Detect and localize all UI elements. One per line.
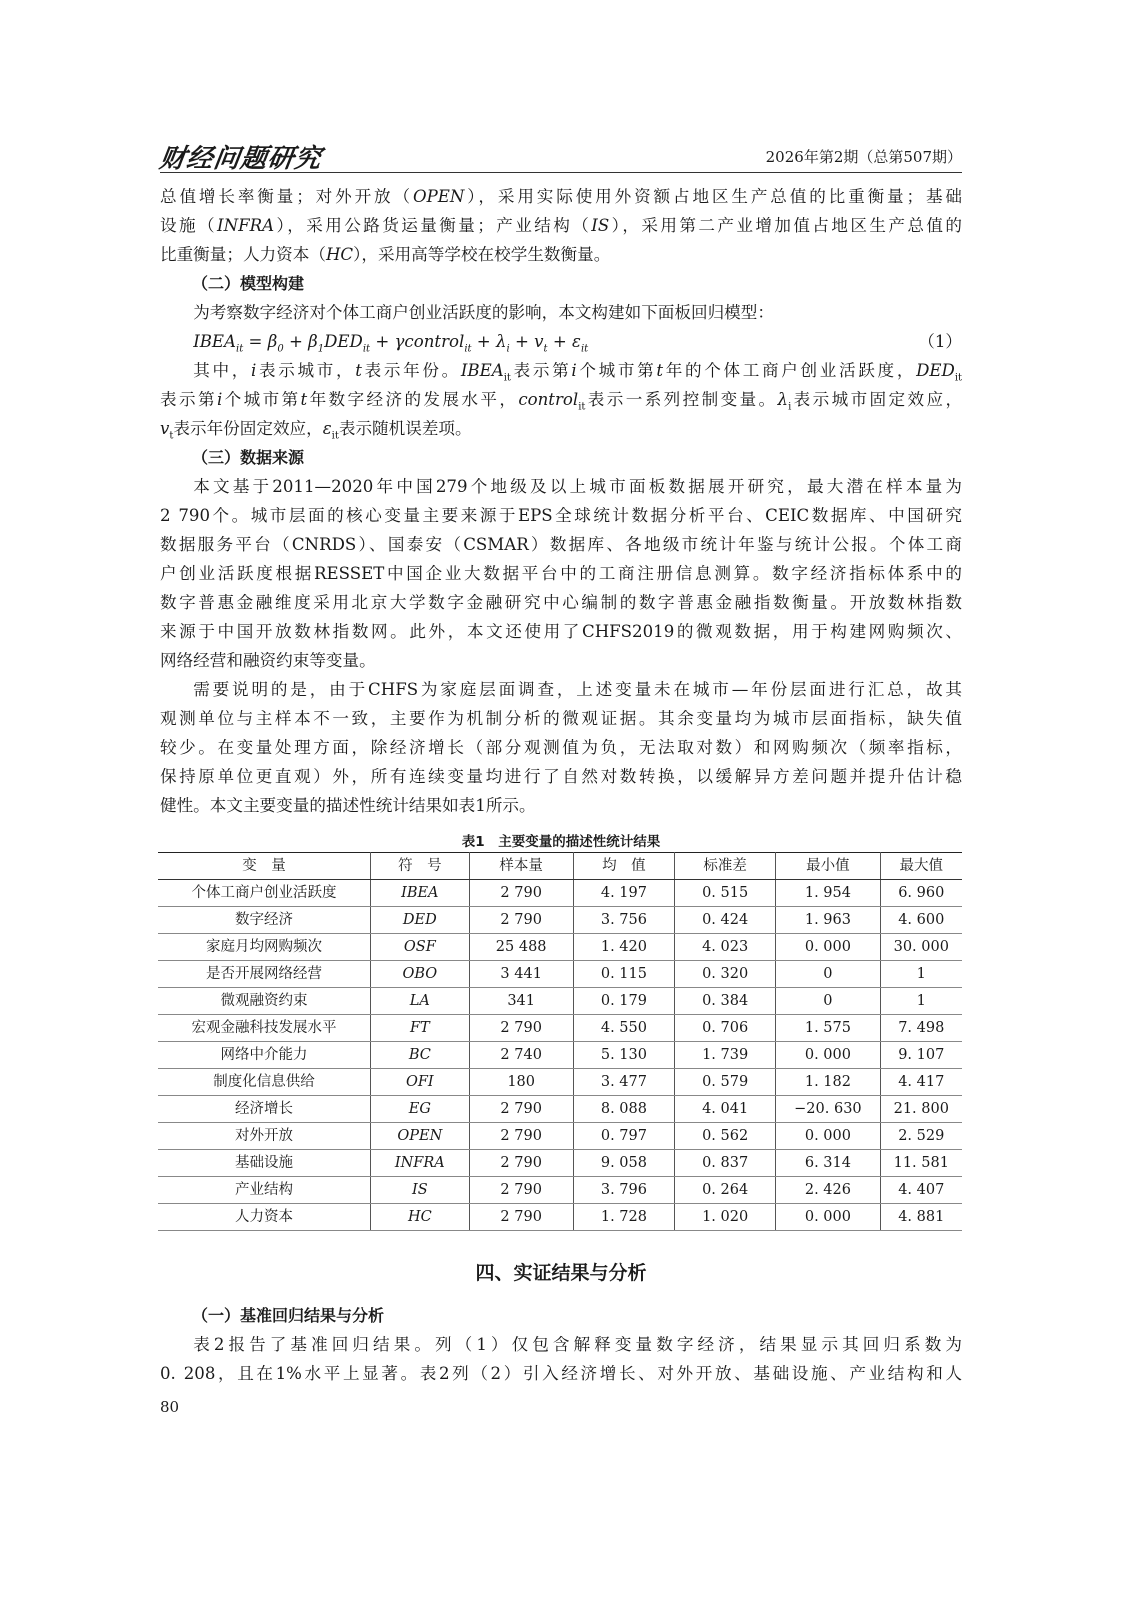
section-heading: 四、实证结果与分析 <box>475 1262 647 1284</box>
math-symbol: + γcontrol <box>370 332 465 351</box>
value-cell: 2 790 <box>469 880 573 907</box>
text-line: 需要说明的是，由于CHFS为家庭层面调查，上述变量未在城市—年份层面进行汇总，故其 <box>193 680 962 699</box>
paragraph-model-explain <box>160 356 962 443</box>
value-cell: 1. 954 <box>776 880 880 907</box>
math-symbol: + ε <box>547 332 581 351</box>
math-symbol: INFRA <box>217 216 275 235</box>
text-line: 表2报告了基准回归结果。列（1）仅包含解释变量数字经济，结果显示其回归系数为 <box>193 1335 962 1354</box>
column-header: 最大值 <box>880 853 962 880</box>
table-row <box>158 1015 962 1042</box>
subheading-data: （三）数据来源 <box>192 448 305 467</box>
value-cell: 4. 041 <box>675 1096 776 1123</box>
descriptive-stats-table <box>158 852 962 1231</box>
subscript: i <box>788 401 792 413</box>
math-symbol: IBEA <box>460 361 504 380</box>
column-header: 最小值 <box>776 853 880 880</box>
math-symbol: i <box>571 361 577 380</box>
variable-name-cell: 对外开放 <box>158 1123 371 1150</box>
text-line: 网络经营和融资约束等变量。 <box>160 651 376 670</box>
math-symbol: HC <box>325 245 354 264</box>
variable-name-cell: 制度化信息供给 <box>158 1069 371 1096</box>
table-row <box>158 1096 962 1123</box>
value-cell: 341 <box>469 988 573 1015</box>
paragraph-data-source <box>160 472 962 675</box>
symbol-cell: EG <box>371 1096 470 1123</box>
subscript: it <box>580 343 589 355</box>
value-cell: 1. 020 <box>675 1204 776 1231</box>
value-cell: 4. 881 <box>880 1204 962 1231</box>
page-number: 80 <box>160 1398 180 1416</box>
value-cell: 2 790 <box>469 1204 573 1231</box>
value-cell: 0. 000 <box>776 934 880 961</box>
math-symbol: control <box>518 390 579 409</box>
value-cell: 2 790 <box>469 1096 573 1123</box>
column-header: 变 量 <box>158 853 371 880</box>
symbol-cell: OFI <box>371 1069 470 1096</box>
value-cell: 2 790 <box>469 1177 573 1204</box>
variable-name-cell: 产业结构 <box>158 1177 371 1204</box>
table-header-row <box>158 853 962 880</box>
journal-logo: 财经问题研究 <box>157 144 324 174</box>
value-cell: 0 <box>776 988 880 1015</box>
column-header: 标准差 <box>675 853 776 880</box>
text-line: 来源于中国开放数林指数网。此外，本文还使用了CHFS2019的微观数据，用于构建网购频次、 <box>160 622 962 641</box>
value-cell: 1. 182 <box>776 1069 880 1096</box>
value-cell: 11. 581 <box>880 1150 962 1177</box>
value-cell: 8. 088 <box>573 1096 674 1123</box>
table-row <box>158 1204 962 1231</box>
value-cell: 2 790 <box>469 907 573 934</box>
value-cell: 0. 115 <box>573 961 674 988</box>
running-header <box>157 138 962 174</box>
value-cell: 4. 023 <box>675 934 776 961</box>
value-cell: 2. 529 <box>880 1123 962 1150</box>
symbol-cell: IBEA <box>371 880 470 907</box>
text-line: 观测单位与主样本不一致，主要作为机制分析的微观证据。其余变量均为城市层面指标，缺失值 <box>160 709 962 728</box>
value-cell: 4. 197 <box>573 880 674 907</box>
equation-number: （1） <box>918 332 962 351</box>
table-row <box>158 934 962 961</box>
subscript: it <box>331 430 339 442</box>
equation-1 <box>160 327 962 356</box>
value-cell: 4. 417 <box>880 1069 962 1096</box>
value-cell: 6. 314 <box>776 1150 880 1177</box>
text-line: 总值增长率衡量；对外开放（OPEN），采用实际使用外资额占地区生产总值的比重衡量；基础 <box>160 187 963 206</box>
value-cell: 1. 963 <box>776 907 880 934</box>
text-line: 为考察数字经济对个体工商户创业活跃度的影响，本文构建如下面板回归模型： <box>193 303 774 322</box>
table-row <box>158 1177 962 1204</box>
value-cell: 0 <box>776 961 880 988</box>
math-symbol: DED <box>324 332 363 351</box>
table-row <box>158 880 962 907</box>
equation-body <box>193 332 589 355</box>
value-cell: 2 790 <box>469 1015 573 1042</box>
text-line: 健性。本文主要变量的描述性统计结果如表1所示。 <box>160 796 536 815</box>
symbol-cell: INFRA <box>371 1150 470 1177</box>
value-cell: 1. 420 <box>573 934 674 961</box>
paragraph-baseline <box>160 1330 962 1388</box>
text-line: 0. 208，且在1%水平上显著。表2列（2）引入经济增长、对外开放、基础设施、产业结构和人 <box>160 1364 962 1383</box>
math-symbol: DED <box>916 361 955 380</box>
symbol-cell: BC <box>371 1042 470 1069</box>
table-row <box>158 907 962 934</box>
table-row <box>158 988 962 1015</box>
variable-name-cell: 人力资本 <box>158 1204 371 1231</box>
math-symbol: IBEA <box>193 332 237 351</box>
text-line: $v_t$表示年份固定效应，$\varepsilon_{it}$表示随机误差项。 <box>160 419 472 442</box>
value-cell: 25 488 <box>469 934 573 961</box>
subscript: t <box>543 343 548 355</box>
math-symbol: i <box>216 390 223 409</box>
math-symbol: v <box>160 419 170 438</box>
subscript: it <box>362 343 371 355</box>
value-cell: 30. 000 <box>880 934 962 961</box>
text-line: 其中，i表示城市，t表示年份。$IBEA_{it}$表示第i个城市第t年的个体工商户创业活跃度，$DED_{it}$ <box>193 361 963 384</box>
text-line: 设施（INFRA），采用公路货运量衡量；产业结构（IS），采用第二产业增加值占地区生产总值的 <box>160 216 962 235</box>
value-cell: 2 790 <box>469 1123 573 1150</box>
text-line: 户创业活跃度根据RESSET中国企业大数据平台中的工商注册信息测算。数字经济指标体系中的 <box>160 564 962 583</box>
symbol-cell: FT <box>371 1015 470 1042</box>
variable-name-cell: 基础设施 <box>158 1150 371 1177</box>
value-cell: 21. 800 <box>880 1096 962 1123</box>
issue-info: 2026年第2期（总第507期） <box>765 148 962 166</box>
symbol-cell: DED <box>371 907 470 934</box>
subscript: 0 <box>277 343 284 355</box>
table-row <box>158 1069 962 1096</box>
math-symbol: OPEN <box>412 187 465 206</box>
math-symbol: i <box>250 361 257 380</box>
symbol-cell: IS <box>371 1177 470 1204</box>
value-cell: 0. 000 <box>776 1123 880 1150</box>
variable-name-cell: 宏观金融科技发展水平 <box>158 1015 371 1042</box>
text-line: 数字普惠金融维度采用北京大学数字金融研究中心编制的数字普惠金融指数衡量。开放数林指数 <box>160 593 962 612</box>
value-cell: −20. 630 <box>776 1096 880 1123</box>
text-line: 数据服务平台（CNRDS）、国泰安（CSMAR）数据库、各地级市统计年鉴与统计公报。个体工商 <box>160 535 962 554</box>
subheading-model: （二）模型构建 <box>192 274 305 293</box>
value-cell: 0. 000 <box>776 1204 880 1231</box>
value-cell: 3. 796 <box>573 1177 674 1204</box>
subscript: it <box>954 372 963 384</box>
symbol-cell: OBO <box>371 961 470 988</box>
column-header: 均 值 <box>573 853 674 880</box>
value-cell: 1 <box>880 988 962 1015</box>
value-cell: 5. 130 <box>573 1042 674 1069</box>
text-line: 表示第i个城市第t年数字经济的发展水平，control$_{it}$表示一系列控制变量。$\lambda_i$表示城市固定效应， <box>160 390 963 413</box>
value-cell: 6. 960 <box>880 880 962 907</box>
value-cell: 0. 424 <box>675 907 776 934</box>
value-cell: 4. 550 <box>573 1015 674 1042</box>
variable-name-cell: 是否开展网络经营 <box>158 961 371 988</box>
math-symbol: IS <box>591 216 610 235</box>
subscript: it <box>236 343 244 355</box>
variable-name-cell: 网络中介能力 <box>158 1042 371 1069</box>
value-cell: 0. 515 <box>675 880 776 907</box>
value-cell: 0. 000 <box>776 1042 880 1069</box>
symbol-cell: HC <box>371 1204 470 1231</box>
value-cell: 3. 756 <box>573 907 674 934</box>
paragraph-data-note <box>160 675 962 820</box>
value-cell: 2 790 <box>469 1150 573 1177</box>
value-cell: 0. 562 <box>675 1123 776 1150</box>
column-header: 符 号 <box>371 853 470 880</box>
value-cell: 0. 837 <box>675 1150 776 1177</box>
value-cell: 9. 058 <box>573 1150 674 1177</box>
value-cell: 0. 179 <box>573 988 674 1015</box>
value-cell: 0. 579 <box>675 1069 776 1096</box>
symbol-cell: LA <box>371 988 470 1015</box>
subscript: it <box>578 401 586 413</box>
table-caption: 表1 主要变量的描述性统计结果 <box>461 834 661 850</box>
column-header: 样本量 <box>469 853 573 880</box>
paragraph-model-intro <box>160 298 962 327</box>
table-row <box>158 1042 962 1069</box>
subscript: it <box>464 343 472 355</box>
value-cell: 2. 426 <box>776 1177 880 1204</box>
table-row <box>158 961 962 988</box>
table-row <box>158 1150 962 1177</box>
subheading-baseline: （一）基准回归结果与分析 <box>192 1306 385 1325</box>
text-line: 本文基于2011—2020年中国279个地级及以上城市面板数据展开研究，最大潜在样本量为 <box>193 477 962 496</box>
value-cell: 1 <box>880 961 962 988</box>
value-cell: 4. 407 <box>880 1177 962 1204</box>
math-symbol: t <box>300 390 308 409</box>
value-cell: 0. 264 <box>675 1177 776 1204</box>
value-cell: 3. 477 <box>573 1069 674 1096</box>
symbol-cell: OPEN <box>371 1123 470 1150</box>
variable-name-cell: 经济增长 <box>158 1096 371 1123</box>
math-symbol: + λ <box>471 332 507 351</box>
value-cell: 0. 706 <box>675 1015 776 1042</box>
variable-name-cell: 数字经济 <box>158 907 371 934</box>
value-cell: 1. 739 <box>675 1042 776 1069</box>
value-cell: 2 740 <box>469 1042 573 1069</box>
paragraph-variables-cont <box>160 182 962 269</box>
value-cell: 9. 107 <box>880 1042 962 1069</box>
table-row <box>158 1123 962 1150</box>
math-symbol: = β <box>243 332 278 351</box>
variable-name-cell: 微观融资约束 <box>158 988 371 1015</box>
subscript: it <box>503 372 511 384</box>
math-symbol: t <box>656 361 664 380</box>
math-symbol: ε <box>322 419 332 438</box>
text-line: 较少。在变量处理方面，除经济增长（部分观测值为负，无法取对数）和网购频次（频率指标， <box>160 738 962 757</box>
value-cell: 0. 320 <box>675 961 776 988</box>
subscript: t <box>169 430 174 442</box>
text-line: 2 790个。城市层面的核心变量主要来源于EPS全球统计数据分析平台、CEIC数据库、中国研究 <box>160 506 962 525</box>
value-cell: 1. 575 <box>776 1015 880 1042</box>
symbol-cell: OSF <box>371 934 470 961</box>
text-line: 保持原单位更直观）外，所有连续变量均进行了自然对数转换，以缓解异方差问题并提升估计稳 <box>160 767 962 786</box>
value-cell: 3 441 <box>469 961 573 988</box>
variable-name-cell: 家庭月均网购频次 <box>158 934 371 961</box>
subscript: i <box>506 343 510 355</box>
subscript: 1 <box>317 343 325 355</box>
value-cell: 7. 498 <box>880 1015 962 1042</box>
value-cell: 0. 384 <box>675 988 776 1015</box>
text-line: 比重衡量；人力资本（HC），采用高等学校在校学生数衡量。 <box>160 245 611 264</box>
math-symbol: λ <box>777 390 789 409</box>
value-cell: 180 <box>469 1069 573 1096</box>
value-cell: 4. 600 <box>880 907 962 934</box>
variable-name-cell: 个体工商户创业活跃度 <box>158 880 371 907</box>
math-symbol: + β <box>283 332 318 351</box>
value-cell: 1. 728 <box>573 1204 674 1231</box>
math-symbol: + v <box>509 332 544 351</box>
article-body <box>160 182 962 1388</box>
value-cell: 0. 797 <box>573 1123 674 1150</box>
math-symbol: t <box>355 361 362 380</box>
